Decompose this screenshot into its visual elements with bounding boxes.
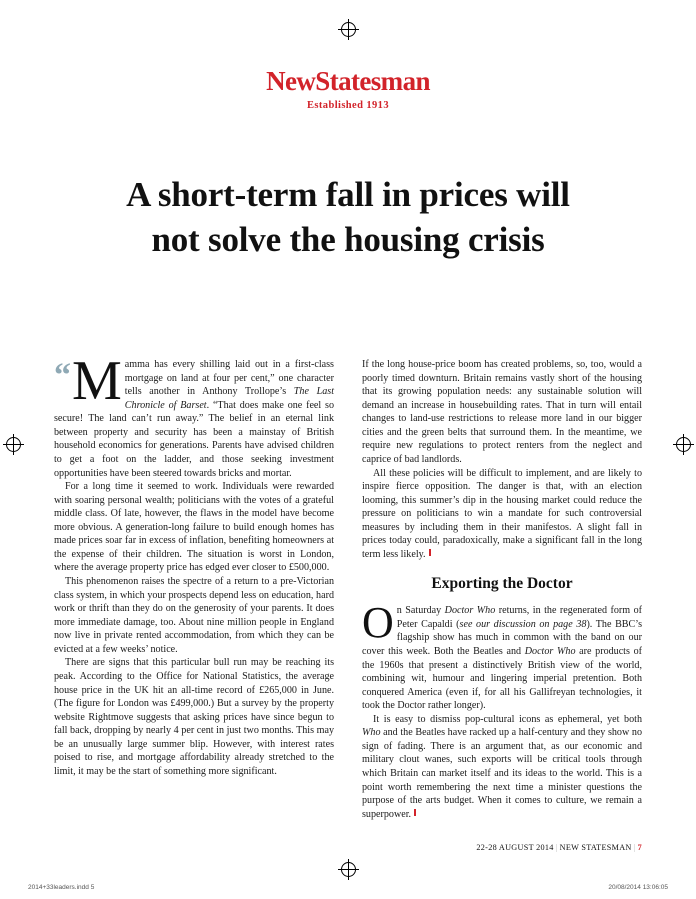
paragraph-text-a: n Saturday (396, 605, 445, 617)
registration-mark-left (6, 437, 21, 452)
headline-line-1: A short-term fall in prices will (126, 175, 570, 215)
paragraph-text-b: and the Beatles have racked up a half-century and they show no sign of fading. There is an argument that, as our economic and military clout wanes, such exports will be critical tools through which Britain can market itself and its ideas to the world. This is a point worth remembering the next time a minister questions the purpose of the arts budget. When it comes to culture, we remain a superpower. (362, 727, 642, 820)
folio (54, 843, 642, 852)
masthead-established: Established 1913 (307, 100, 389, 111)
masthead (0, 68, 696, 111)
paragraph (362, 467, 642, 562)
paragraph-text-c: ). The BBC’s flagship show has much in common with the band on our cover this week. Both the Beatles and (362, 618, 643, 657)
column-left (54, 350, 335, 838)
paragraph-text-a: It is easy to dismiss pop-cultural icons as ephemeral, yet both (373, 713, 642, 725)
end-mark (429, 549, 431, 556)
registration-mark-bottom (341, 862, 356, 877)
book-title: The Last Chronicle of Barset (124, 386, 334, 411)
folio-separator: | (633, 843, 636, 852)
article-body (54, 350, 643, 838)
paragraph-text-b: . “That does make one feel so secure! The land can’t run away.” The belief in an eternal link between property and security has been a mainstay of British household economics for generations. Parents have advised children to get a foot on the ladder, and those seeking investment opportunities have been steered towards bricks and mortar. (54, 399, 335, 479)
show-title-short: Who (362, 727, 381, 739)
open-quote-glyph: “ (54, 357, 71, 394)
folio-separator: | (555, 843, 558, 852)
paragraph: There are signs that this particular bull run may be reaching its peak. According to the Office for National Statistics, the average house price in the UK hit an all-time record of £265,000 in June. (The figure for London was £499,000.) But a survey by the property website Rightmove suggests that asking prices have since begun to fall back, dropping by nearly 4 per cent in just two months. This may be an unusually large summer blip. However, with interest rates poised to rise, and mortgage affordability already stretched to the limit, it may be the start of something more significant. (54, 657, 334, 777)
paragraph (362, 598, 643, 713)
folio-page-number: 7 (637, 843, 642, 852)
page-title (60, 173, 636, 262)
paragraph: If the long house-price boom has created problems, so, too, would a poorly timed downturn. Britain remains vastly short of the housing that its growing population needs: any sustainable solution will demand an increase in housebuilding rates. That in turn will entail changes to land-use restrictions to release more land in our bigger cities and the green belts that surround them. In the meantime, we require new regulations to protect renters from the neglect and caprice of bad landlords. (362, 359, 642, 465)
column-right (362, 358, 642, 838)
paragraph (362, 713, 642, 822)
end-mark (414, 809, 416, 816)
cross-reference: see our discussion on page 38 (459, 618, 587, 630)
folio-issue-date: 22-28 AUGUST 2014 (476, 843, 554, 852)
show-title: Doctor Who (524, 645, 576, 657)
slug-timestamp: 20/08/2014 13:06:05 (608, 884, 668, 891)
drop-cap: M (72, 350, 122, 412)
paragraph-text-b: returns, in the regenerated form of Peter Capaldi ( (396, 605, 642, 630)
drop-cap: O (362, 598, 394, 648)
paragraph-text: All these policies will be difficult to implement, and are likely to inspire fierce opposition. The danger is that, with an election looming, this summer’s dip in the housing market could reduce the pressure on politicians to win a mandate for such controversial measures by including them in their manifestos. A slight fall in prices today could, paradoxically, make a significant fall in the long term less likely. (362, 467, 642, 560)
paragraph-text-a: amma has every shilling laid out in a first-class mortgage on land at four per cent,” one character tells another in Anthony Trollope’s (124, 359, 334, 398)
headline-line-2: not solve the housing crisis (151, 219, 545, 259)
section-heading: Exporting the Doctor (431, 575, 573, 593)
paragraph: For a long time it seemed to work. Individuals were rewarded with soaring personal wealth; politicians with the votes of a grateful middle class. Of late, however, the flaws in the model have become more obvious. A generation-long failure to build enough homes has made prices soar far in excess of inflation, benefiting homeowners at the expense of their children. The situation is worst in London, where the average property price has edged ever closer to £500,000. (54, 481, 334, 574)
paragraph (54, 350, 335, 480)
slug-file-name: 2014+33leaders.indd 5 (28, 884, 95, 891)
paragraph-text-d: are products of the 1960s that present a distinctively British view of the world, combining wit, humour and lingering imperial pretention. Both conquered America (even if, for all his Gallifreyan technologies, it took the Doctor rather longer). (362, 645, 642, 712)
registration-mark-right (676, 437, 691, 452)
masthead-title: NewStatesman (266, 66, 430, 96)
folio-publication: NEW STATESMAN (559, 843, 632, 852)
paragraph: This phenomenon raises the spectre of a return to a pre-Victorian class system, in which your prospects depend less on education, hard work or thrift than they do on the generosity of your parents. It does more immediate damage, too. About nine million people in England now live in private rented accommodation, from which they can be evicted at a few weeks’ notice. (54, 576, 334, 655)
registration-mark-top (341, 22, 356, 37)
show-title: Doctor Who (444, 605, 496, 617)
